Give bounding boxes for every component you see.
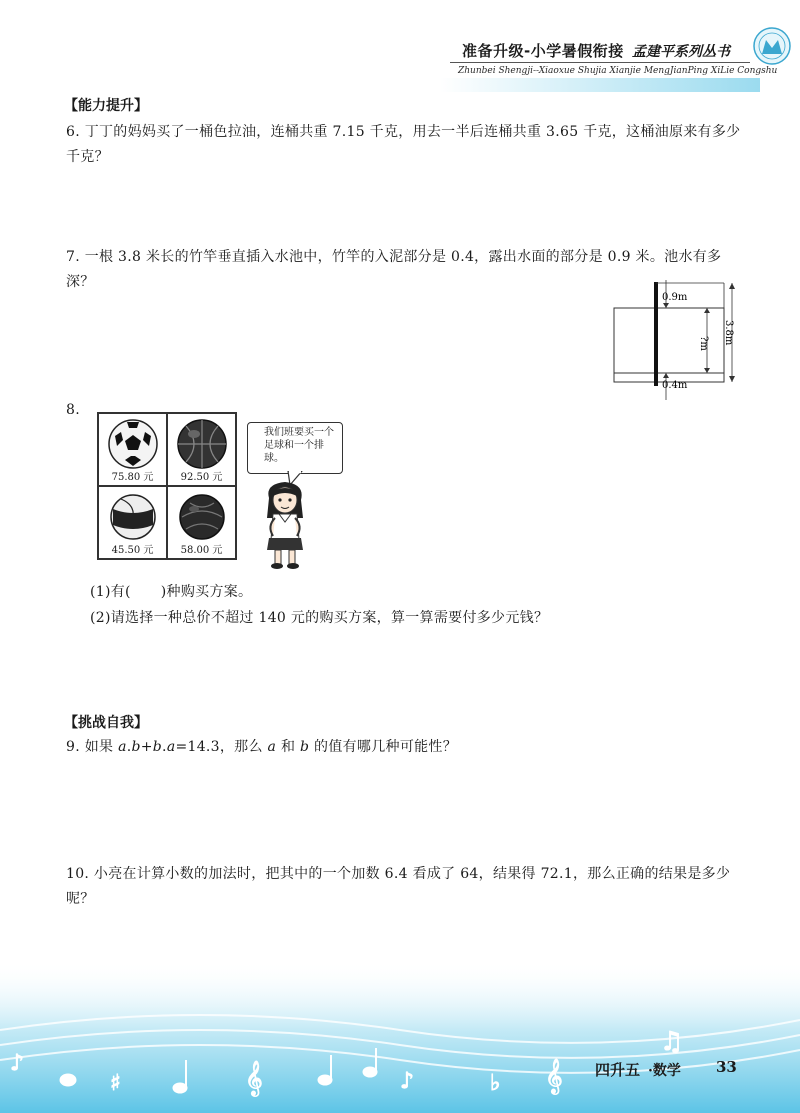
ball-cell [98, 413, 167, 486]
q9-var: a [118, 739, 127, 755]
q9-plus: + [140, 739, 153, 755]
ball-cell [167, 413, 236, 486]
q9-dot: . [162, 739, 167, 755]
soccer-ball-icon [107, 418, 159, 470]
q9-var: b [300, 739, 310, 755]
q9-dot: . [126, 739, 132, 755]
series-logo-icon [752, 26, 792, 66]
svg-text:♪: ♪ [10, 1051, 25, 1076]
question-7: 7. 一根 3.8 米长的竹竿垂直插入水池中，竹竿的入泥部分是 0.4，露出水面的部分是 0.9 米。池水有多深？ [66, 249, 722, 290]
ball-price: 92.50 元 [180, 472, 223, 483]
q9-var: a [166, 739, 176, 755]
question-9 [66, 735, 746, 760]
pond-pole-diagram [612, 278, 742, 408]
diagram-label-total: 3.8m [723, 320, 734, 346]
question-6: 6. 丁丁的妈妈买了一桶色拉油，连桶共重 7.15 千克，用去一半后连桶共重 3.65 千克，这桶油原来有多少千克？ [66, 124, 741, 165]
music-footer-decoration [0, 960, 800, 1113]
volleyball-icon [107, 491, 159, 543]
diagram-label-top: 0.9m [662, 292, 688, 303]
question-10: 10. 小亮在计算小数的加法时，把其中的一个加数 6.4 看成了 64，结果得 72.1，那么正确的结果是多少呢？ [66, 866, 731, 907]
q9-var: b [152, 739, 163, 755]
diagram-label-bottom: 0.4m [662, 380, 688, 391]
header-title: 准备升级-小学暑假衔接 [462, 42, 624, 60]
rugby-ball-icon [176, 491, 228, 543]
q9-var: a [267, 739, 277, 755]
header-band [440, 78, 760, 92]
header-pinyin: Zhunbei Shengji--Xiaoxue Shujia Xianjie MengJianPing XiLie Congshu [458, 66, 778, 76]
header-divider [450, 62, 750, 63]
header-series: 孟建平系列丛书 [632, 44, 730, 60]
footer-grade: 四升五 [595, 1061, 641, 1079]
svg-text:♯: ♯ [110, 1071, 121, 1096]
q9-text: 9. 如果 [66, 739, 119, 755]
q9-text: 和 [276, 739, 300, 755]
question-8-sub2: (2)请选择一种总价不超过 140 元的购买方案，算一算需要付多少元钱？ [90, 610, 549, 626]
question-8-sub1-end: )种购买方案。 [160, 584, 253, 600]
ball-cell [167, 486, 236, 559]
svg-text:𝄞: 𝄞 [545, 1059, 563, 1094]
question-8-sub1 [90, 580, 252, 604]
ball-price: 75.80 元 [111, 472, 154, 483]
question-8-number: 8. [66, 402, 80, 418]
question-8-sub1-start: (1)有( [90, 584, 131, 600]
diagram-label-water: ?m [698, 336, 709, 351]
ball-price: 45.50 元 [111, 545, 154, 556]
q9-text: 的值有哪几种可能性？ [309, 739, 458, 755]
speech-bubble: 我们班要买一个足球和一个排球。 [247, 422, 343, 474]
section-challenge: 【挑战自我】 [64, 715, 148, 731]
svg-text:♫: ♫ [660, 1027, 684, 1057]
q9-text: =14.3，那么 [175, 739, 268, 755]
ball-cell [98, 486, 167, 559]
q9-var: b [131, 739, 141, 755]
ball-price-grid [97, 412, 237, 560]
svg-text:♪: ♪ [400, 1069, 415, 1094]
svg-text:♭: ♭ [490, 1071, 501, 1096]
basketball-icon [176, 418, 228, 470]
ball-price: 58.00 元 [180, 545, 223, 556]
footer-subject: ·数学 [648, 1063, 681, 1079]
girl-illustration [255, 478, 315, 570]
section-ability: 【能力提升】 [64, 98, 148, 114]
page-number: 33 [716, 1058, 737, 1076]
svg-text:𝄞: 𝄞 [245, 1061, 263, 1096]
